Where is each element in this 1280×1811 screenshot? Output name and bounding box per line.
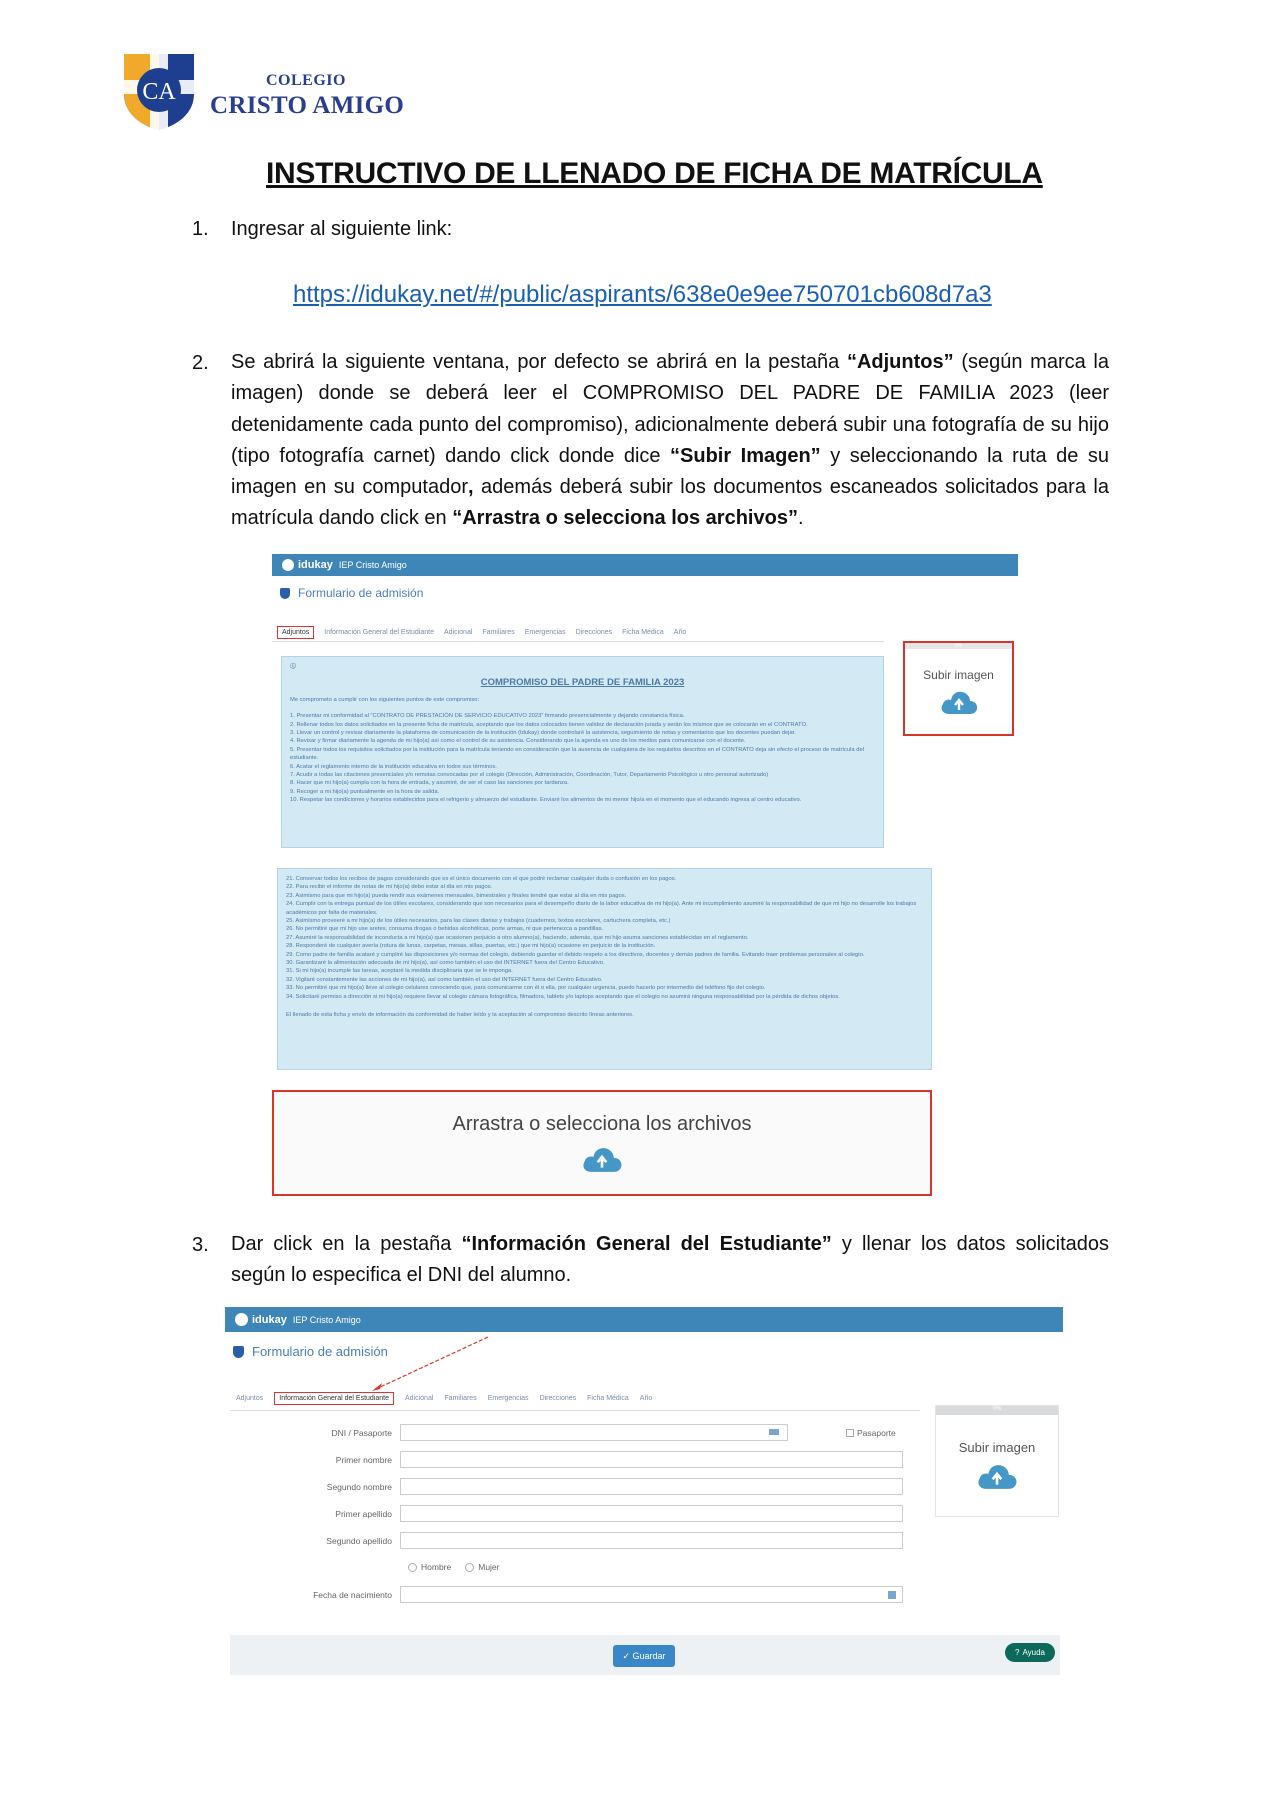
institution-name: IEP Cristo Amigo <box>292 1314 361 1325</box>
tab-direcciones[interactable]: Direcciones <box>539 1395 577 1402</box>
birth-date-label: Fecha de nacimiento <box>313 1589 392 1600</box>
tab-familiares[interactable]: Familiares <box>482 629 515 636</box>
commitment-item: 6. Acatar el reglamento interno de la institución educativa en todos sus términos. <box>290 763 497 770</box>
commitment-item: 10. Respetar las condiciones y horarios establecidos para el refrigerio y almuerzo del estudiante. Enviaré los alimentos de mi menor hijo/a en el momento que el educando ingresa al centro educativo. <box>290 797 802 804</box>
step-2-text: Se abrirá la siguiente ventana, por defecto se abrirá en la pestaña “Adjuntos” (según marca la imagen) donde se deberá leer el COMPROMISO DEL PADRE DE FAMILIA 2023 (leer detenidamente cada punto del compromiso), adicionalmente deberá subir una fotografía de su hijo (tipo fotografía carnet) dando click donde dice “Subir Imagen” y seleccionando la ruta de su imagen en su computador, además deberá subir los documentos escaneados solicitados para la matrícula dando click en “Arrastra o selecciona los archivos”. <box>231 351 1110 530</box>
institution-name: IEP Cristo Amigo <box>338 560 407 570</box>
commitment-item: 3. Llevar un control y revisar diariamente la plataforma de comunicación de la institución (Idukay) donde controlaré la asistencia, seguimiento de notas y comentarios que los docentes puedan dejar. <box>290 730 796 737</box>
male-label: Hombre <box>421 1562 452 1572</box>
second-surname-label: Segundo apellido <box>326 1535 392 1546</box>
shield-icon <box>280 588 290 599</box>
commitment-item: 27. Asumiré la responsabilidad de inconducta a mi hijo(a) que ocasionen perjuicio a otro alumno(a), haciendo, además, que mi hijo asuma sanciones establecidas en el reglamento. <box>286 934 749 941</box>
second-surname-input[interactable] <box>400 1532 903 1549</box>
commitment-box-bottom <box>277 868 932 1070</box>
idukay-logo-icon <box>235 1313 248 1326</box>
tab-ficha-medica[interactable]: Ficha Médica <box>587 1395 629 1402</box>
file-drop-zone[interactable] <box>272 1090 932 1196</box>
commitment-item: 30. Garantizaré la alimentación adecuada de mi hijo(a), así como también el uso del INTERNET fuera del Centro Educativo. <box>286 960 605 967</box>
student-form <box>230 1412 920 1627</box>
help-icon: ? <box>1015 1648 1020 1657</box>
male-radio[interactable] <box>408 1563 417 1572</box>
second-name-label: Segundo nombre <box>326 1481 392 1492</box>
step-3-text: Dar click en la pestaña “Información General del Estudiante” y llenar los datos solicitados según lo especifica el DNI del alumno. <box>231 1233 1109 1287</box>
info-icon: ⓘ <box>290 664 296 670</box>
commitment-item: 33. No permitiré que mi hijo(a) lleve al colegio celulares conociendo que, para comunicarme con él o ella, por cualquier urgencia, puedo hacerlo por intermedio del teléfono fijo del colegio. <box>286 985 766 992</box>
commitment-item: 21. Conservar todos los recibos de pagos considerando que es el único documento con el que podré reclamar cualquier duda o confusión en los pagos. <box>286 876 677 882</box>
school-label-small: COLEGIO <box>266 72 346 89</box>
idukay-top-bar <box>272 554 1018 576</box>
tab-familiares[interactable]: Familiares <box>444 1395 477 1402</box>
commitment-item: 22. Para recibir el informe de notas de mi hijo(a) debo estar al día en mis pagos. <box>286 884 493 891</box>
tab-emergencias[interactable]: Emergencias <box>524 629 566 636</box>
tab-adicional[interactable]: Adicional <box>443 629 473 636</box>
cloud-upload-icon <box>939 688 979 716</box>
commitment-item: 32. Vigilaré constantemente las acciones de mi hijo(a), así como también el uso del INTERNET fuera del Centro Educativo. <box>286 976 603 983</box>
calendar-icon <box>888 1591 896 1599</box>
tabs-divider-2 <box>230 1410 920 1411</box>
commitment-item: 28. Responderé de cualquier avería (rotura de lunas, carpetas, mesas, sillas, puertas, etc.) que mi hijo(a) ocasione en perjuicio de la institución. <box>286 943 656 950</box>
registration-link[interactable]: https://idukay.net/#/public/aspirants/638e0e9ee750701cb608d7a3 <box>293 281 992 308</box>
commitment-item: 9. Recoger a mi hijo(a) puntualmente en la hora de salida. <box>290 788 440 795</box>
tab-ano[interactable]: Año <box>639 1395 653 1402</box>
first-surname-label: Primer apellido <box>335 1508 392 1519</box>
idukay-top-bar-2 <box>225 1307 1063 1332</box>
commitment-box-top <box>281 656 884 848</box>
commitment-item: 2. Rellenar todos los datos solicitados en la presente ficha de matrícula, aceptando que los datos colocados tienen validez de declaración jurada y serán los mismos que se colocarán en el CONTRATO. <box>290 721 808 728</box>
keyboard-icon <box>769 1429 779 1435</box>
step-1-number: 1. <box>192 218 209 240</box>
passport-checkbox[interactable]: Pasaporte <box>846 1428 896 1438</box>
commitment-item: 7. Acudir a todas las citaciones presenciales y/o remotas convocadas por el colegio (Dirección, Administración, Coordinación, Tutor, Departamento Psicológico u otro personal autorizado) <box>290 772 769 779</box>
commitment-item: 5. Presentar todos los requisitos solicitados por la institución para la matrícula teniendo en consideración que la ausencia de cualquiera de los requisitos descritos en el CONTRATO deja sin efecto el proceso de matrícula del estudiante. <box>290 746 864 762</box>
cloud-upload-icon <box>975 1461 1019 1491</box>
birth-date-input[interactable] <box>400 1586 903 1603</box>
tab-ano[interactable]: Año <box>673 629 687 636</box>
first-name-input[interactable] <box>400 1451 903 1468</box>
upload-image-button-2[interactable] <box>935 1405 1059 1517</box>
upload-image-button[interactable] <box>903 641 1014 736</box>
tab-emergencias[interactable]: Emergencias <box>487 1395 529 1402</box>
tab-info-general[interactable]: Información General del Estudiante <box>324 629 434 636</box>
page-title: INSTRUCTIVO DE LLENADO DE FICHA DE MATRÍCULA <box>266 157 1043 190</box>
form-title: Formulario de admisión <box>280 586 423 600</box>
commitment-item: 26. No permitiré que mi hijo use aretes, consuma drogas o bebidas alcohólicas, porte armas, ni que pertenezca a pandillas. <box>286 926 604 933</box>
idukay-logo-icon <box>282 559 294 571</box>
help-button[interactable]: ? Ayuda <box>1005 1643 1055 1662</box>
commitment-item: 1. Presentar mi conformidad al “CONTRATO DE PRESTACIÓN DE SERVICIO EDUCATIVO 2023” firmando presencialmente y dejando constancia física. <box>290 713 685 720</box>
annotation-arrow <box>370 1335 490 1393</box>
commitment-item: 4. Revisar y firmar diariamente la agenda de mi hijo(a) así como el control de su asistencia. Considerando que la agenda es uno de los medios para comunicarse con el docente. <box>290 738 746 745</box>
school-logo <box>118 50 200 132</box>
tab-adjuntos[interactable]: Adjuntos <box>236 1395 264 1402</box>
female-label: Mujer <box>478 1562 500 1572</box>
tab-direcciones[interactable]: Direcciones <box>575 629 613 636</box>
upload-progress: 0% <box>936 1406 1058 1415</box>
first-name-label: Primer nombre <box>335 1454 392 1465</box>
save-button[interactable]: ✓ Guardar <box>613 1645 675 1667</box>
upload-image-label: Subir imagen <box>958 1439 1036 1455</box>
tab-adicional[interactable]: Adicional <box>404 1395 434 1402</box>
tabs-divider <box>272 641 884 642</box>
upload-progress: 0% <box>905 643 1012 649</box>
idukay-brand: idukay <box>252 1313 287 1326</box>
tab-ficha-medica[interactable]: Ficha Médica <box>622 629 664 636</box>
school-name: CRISTO AMIGO <box>210 92 405 119</box>
step-3-number: 3. <box>192 1234 209 1256</box>
step-2-number: 2. <box>192 352 209 374</box>
cloud-upload-icon <box>580 1144 624 1174</box>
commitment-item: 31. Si mi hijo(a) incumple las tareas, aceptaré la medida disciplinaria que se le imponga. <box>286 968 513 975</box>
tab-info-general[interactable]: Información General del Estudiante <box>274 1392 394 1405</box>
commitment-item: 23. Asimismo para que mi hijo(a) pueda rendir sus exámenes mensuales, bimestrales y finales tendré que estar al día en mis pagos. <box>286 892 627 899</box>
dni-input[interactable] <box>400 1424 788 1441</box>
upload-image-label: Subir imagen <box>923 667 994 682</box>
commitment-item: 8. Hacer que mi hijo(a) cumpla con la hora de entrada, y asumiré, de ser el caso las sanciones por tardanza. <box>290 780 569 787</box>
commitment-closing: El llenado de esta ficha y envío de información da conformidad de haber leído y la aceptación al compromiso descrito líneas anteriores. <box>286 1012 634 1019</box>
form-title-2: Formulario de admisión <box>233 1344 388 1359</box>
female-radio[interactable] <box>465 1563 474 1572</box>
tab-adjuntos[interactable]: Adjuntos <box>277 626 314 639</box>
step-1-text: Ingresar al siguiente link: <box>231 218 453 240</box>
dni-label: DNI / Pasaporte <box>331 1427 392 1438</box>
commitment-item: 24. Cumplir con la entrega puntual de los útiles escolares, considerando que son necesarios para el desempeño diario de la labor educativa de mi hijo(a). Ante mi incumplimiento asumiré la responsabilidad de que mi hijo no desarrolle los trabajos académicos por falta de materiales. <box>286 901 917 916</box>
commitment-item: 34. Solicitaré permiso a dirección si mi hijo(a) requiere llevar al colegio cámara fotográfica, filmadora, tablets y/o laptops aceptando que el colegio no asumirá ninguna responsabilidad por la pérdida de dichos objetos. <box>286 993 840 1000</box>
form-tabs <box>277 626 686 639</box>
shield-icon <box>233 1346 244 1358</box>
drop-label: Arrastra o selecciona los archivos <box>452 1112 752 1135</box>
commitment-title: COMPROMISO DEL PADRE DE FAMILIA 2023 <box>480 677 685 689</box>
commitment-item: 29. Como padre de familia acataré y cumpliré las disposiciones y/o normas del colegio, debiendo guardar el debido respeto a los directivos, docentes y demás padres de familia. Evitando traer problemas personales al colegio. <box>286 951 865 958</box>
commitment-intro: Me comprometo a cumplir con los siguientes puntos de este compromiso: <box>290 696 480 703</box>
idukay-brand: idukay <box>298 559 333 571</box>
second-name-input[interactable] <box>400 1478 903 1495</box>
commitment-item: 25. Asimismo proveeré a mi hijo(a) de los útiles necesarios, para las clases diarias y trabajos (cuadernos, textos escolares, cartuchera completa, etc.) <box>286 918 671 925</box>
form-tabs-2 <box>236 1392 652 1405</box>
first-surname-input[interactable] <box>400 1505 903 1522</box>
svg-text:CA: CA <box>142 79 176 105</box>
